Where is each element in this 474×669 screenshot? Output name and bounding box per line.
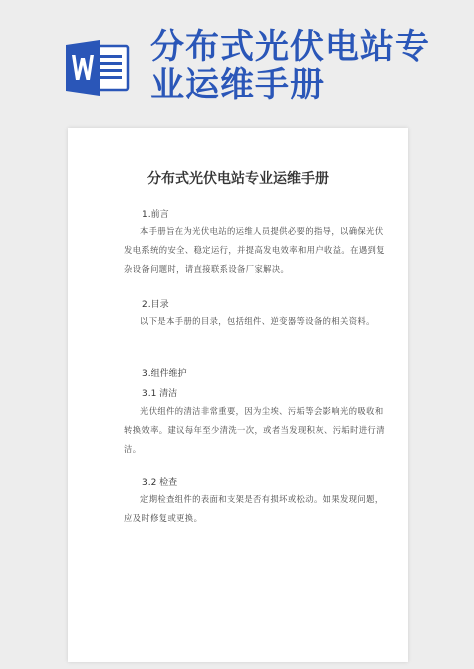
- subsection-heading-3-1: 3.1 清洁: [142, 389, 178, 399]
- document-page: [68, 128, 408, 662]
- section-body-1: 本手册旨在为光伏电站的运维人员提供必要的指导，以确保光伏发电系统的安全、稳定运行，并提高发电效率和用户收益。在遇到复杂设备问题时，请直接联系设备厂家解决。: [124, 226, 385, 274]
- section-body-3-2: 定期检查组件的表面和支架是否有损坏或松动。如果发现问题，应及时修复或更换。: [124, 494, 384, 523]
- section-heading-1: 1.前言: [142, 210, 169, 220]
- header: [0, 0, 474, 118]
- section-body-2: 以下是本手册的目录，包括组件、逆变器等设备的相关资料。: [140, 316, 375, 326]
- section-heading-3: 3.组件维护: [142, 369, 187, 379]
- subsection-heading-3-2: 3.2 检查: [142, 478, 178, 488]
- section-heading-2: 2.目录: [142, 300, 169, 310]
- section-body-3-1: 光伏组件的清洁非常重要，因为尘埃、污垢等会影响光的吸收和转换效率。建议每年至少清洗一次，或者当发现积灰、污垢时进行清洁。: [124, 406, 385, 454]
- document-title: 分布式光伏电站专业运维手册: [147, 171, 329, 187]
- word-icon: [66, 40, 132, 96]
- page-title: 分布式光伏电站专业运维手册: [150, 27, 430, 105]
